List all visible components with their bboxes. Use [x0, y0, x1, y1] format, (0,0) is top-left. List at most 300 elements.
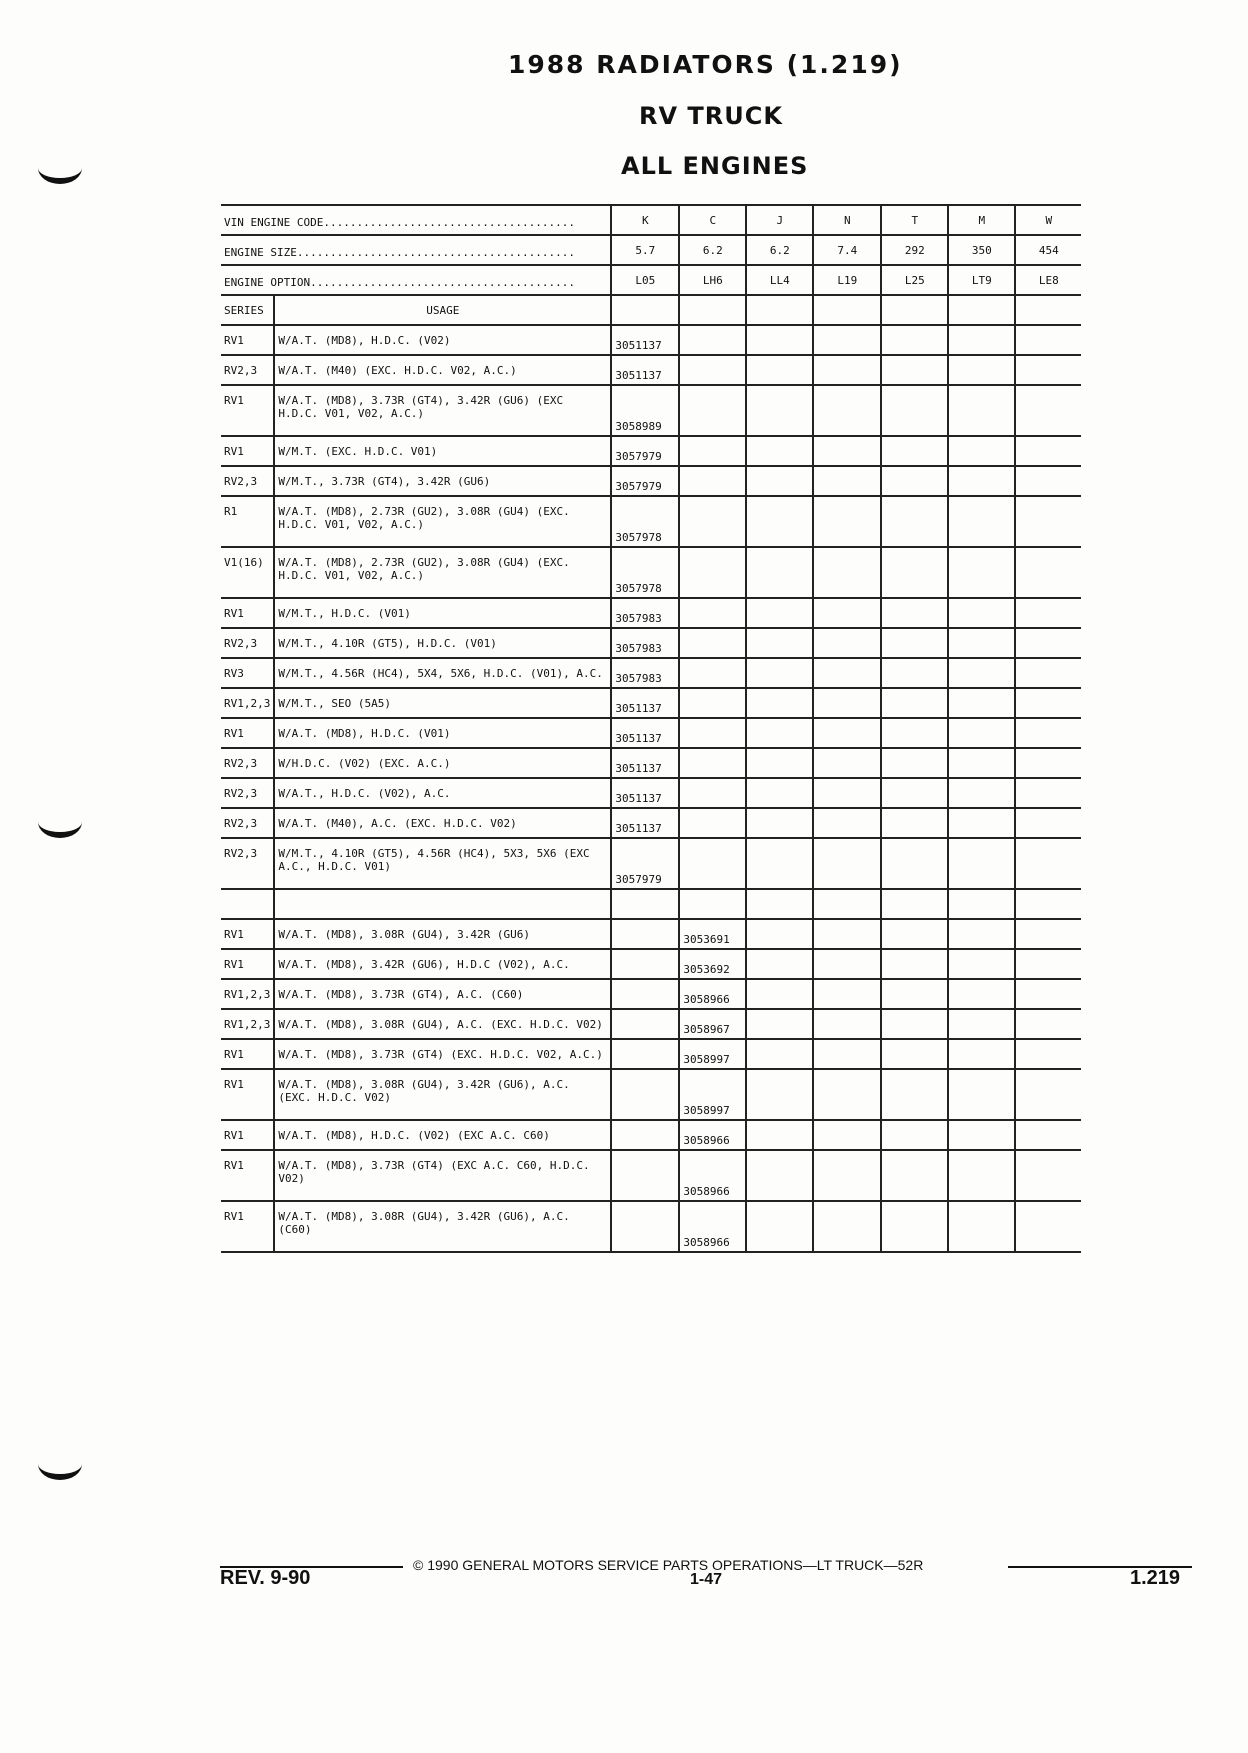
part-number-cell: 3051137 — [611, 778, 679, 808]
empty-cell — [813, 979, 881, 1009]
empty-cell — [948, 1150, 1015, 1201]
usage-cell: W/A.T. (MD8), H.D.C. (V02) (EXC A.C. C60) — [274, 1120, 611, 1150]
empty-cell — [948, 1039, 1015, 1069]
empty-cell — [679, 838, 746, 889]
series-cell: RV1 — [221, 325, 274, 355]
empty-cell — [813, 436, 881, 466]
empty-cell — [611, 295, 679, 325]
usage-cell: W/A.T. (MD8), H.D.C. (V01) — [274, 718, 611, 748]
empty-cell — [948, 1201, 1015, 1252]
empty-cell — [1015, 889, 1081, 919]
usage-cell: W/A.T. (MD8), 3.08R (GU4), 3.42R (GU6) — [274, 919, 611, 949]
empty-cell — [1015, 355, 1081, 385]
empty-cell — [948, 628, 1015, 658]
empty-cell — [746, 1120, 813, 1150]
empty-cell — [948, 325, 1015, 355]
table-row — [221, 979, 1081, 1009]
empty-cell — [1015, 295, 1081, 325]
engine-option-row-value: LE8 — [1015, 265, 1081, 295]
engine-option-row-value: LL4 — [746, 265, 813, 295]
usage-cell: W/M.T., H.D.C. (V01) — [274, 598, 611, 628]
empty-cell — [881, 979, 948, 1009]
empty-cell — [881, 688, 948, 718]
series-cell: RV2,3 — [221, 628, 274, 658]
series-cell: V1(16) — [221, 547, 274, 598]
vin-engine-code-row-value: K — [611, 205, 679, 235]
empty-cell — [948, 688, 1015, 718]
table-row — [221, 808, 1081, 838]
empty-cell — [813, 1039, 881, 1069]
empty-cell — [813, 598, 881, 628]
usage-cell: W/A.T. (MD8), 3.42R (GU6), H.D.C (V02), A.C. — [274, 949, 611, 979]
usage-cell: W/A.T. (MD8), 3.73R (GT4), A.C. (C60) — [274, 979, 611, 1009]
table-row — [221, 658, 1081, 688]
series-cell: RV1 — [221, 919, 274, 949]
empty-cell — [813, 658, 881, 688]
empty-cell — [679, 688, 746, 718]
empty-cell — [948, 496, 1015, 547]
empty-cell — [1015, 979, 1081, 1009]
vin-engine-code-row-value: C — [679, 205, 746, 235]
empty-cell — [1015, 598, 1081, 628]
empty-cell — [746, 979, 813, 1009]
empty-cell — [948, 547, 1015, 598]
empty-cell — [746, 748, 813, 778]
column-header-row — [221, 295, 1081, 325]
series-cell: RV1 — [221, 949, 274, 979]
empty-cell — [1015, 385, 1081, 436]
table-row — [221, 436, 1081, 466]
page-engines-heading: ALL ENGINES — [621, 152, 809, 180]
empty-cell — [746, 1039, 813, 1069]
table-row — [221, 949, 1081, 979]
empty-cell — [746, 889, 813, 919]
empty-cell — [881, 1120, 948, 1150]
empty-cell — [746, 436, 813, 466]
usage-cell: W/M.T., SEO (5A5) — [274, 688, 611, 718]
part-number-cell: 3058997 — [679, 1039, 746, 1069]
series-header: SERIES — [221, 295, 274, 325]
engine-size-row-value: 5.7 — [611, 235, 679, 265]
empty-cell — [746, 919, 813, 949]
table-row — [221, 748, 1081, 778]
empty-cell — [1015, 808, 1081, 838]
empty-cell — [813, 496, 881, 547]
usage-cell: W/A.T. (MD8), 2.73R (GU2), 3.08R (GU4) (EXC. H.D.C. V01, V02, A.C.) — [274, 547, 611, 598]
empty-cell — [881, 889, 948, 919]
empty-cell — [679, 889, 746, 919]
empty-cell — [1015, 658, 1081, 688]
empty-cell — [1015, 1039, 1081, 1069]
empty-cell — [1015, 325, 1081, 355]
usage-cell: W/M.T. (EXC. H.D.C. V01) — [274, 436, 611, 466]
usage-cell: W/A.T. (MD8), 3.08R (GU4), 3.42R (GU6), A.C. (C60) — [274, 1201, 611, 1252]
empty-cell — [881, 1039, 948, 1069]
series-cell: RV1 — [221, 598, 274, 628]
empty-cell — [881, 496, 948, 547]
empty-cell — [679, 628, 746, 658]
engine-size-row-value: 6.2 — [679, 235, 746, 265]
usage-cell: W/M.T., 4.10R (GT5), H.D.C. (V01) — [274, 628, 611, 658]
empty-cell — [1015, 748, 1081, 778]
empty-cell — [948, 1009, 1015, 1039]
empty-cell — [948, 778, 1015, 808]
empty-cell — [679, 325, 746, 355]
series-cell: RV1 — [221, 436, 274, 466]
series-cell: RV1 — [221, 718, 274, 748]
part-number-cell: 3051137 — [611, 325, 679, 355]
empty-cell — [1015, 688, 1081, 718]
series-cell — [221, 889, 274, 919]
part-number-cell: 3057979 — [611, 436, 679, 466]
empty-cell — [746, 838, 813, 889]
empty-cell — [813, 466, 881, 496]
table-row — [221, 385, 1081, 436]
series-cell: RV1 — [221, 1120, 274, 1150]
empty-cell — [679, 718, 746, 748]
empty-cell — [881, 1150, 948, 1201]
footer-copyright: © 1990 GENERAL MOTORS SERVICE PARTS OPERATIONS—LT TRUCK—52R — [413, 1557, 924, 1573]
empty-cell — [813, 808, 881, 838]
empty-cell — [611, 1009, 679, 1039]
empty-cell — [679, 778, 746, 808]
empty-cell — [813, 355, 881, 385]
series-cell: RV1 — [221, 1201, 274, 1252]
part-number-cell: 3051137 — [611, 718, 679, 748]
empty-cell — [948, 838, 1015, 889]
empty-cell — [679, 658, 746, 688]
usage-cell: W/A.T. (MD8), 3.08R (GU4), A.C. (EXC. H.D.C. V02) — [274, 1009, 611, 1039]
table-row — [221, 1150, 1081, 1201]
empty-cell — [881, 949, 948, 979]
empty-cell — [746, 658, 813, 688]
table-row — [221, 598, 1081, 628]
binder-hole-mark — [38, 152, 82, 184]
usage-cell: W/A.T. (MD8), 3.73R (GT4) (EXC. H.D.C. V02, A.C.) — [274, 1039, 611, 1069]
empty-cell — [948, 949, 1015, 979]
series-cell: RV2,3 — [221, 466, 274, 496]
part-number-cell: 3058966 — [679, 1120, 746, 1150]
series-cell: RV2,3 — [221, 838, 274, 889]
page-subtitle: RV TRUCK — [639, 102, 783, 130]
empty-cell — [1015, 949, 1081, 979]
empty-cell — [948, 385, 1015, 436]
series-cell: RV1,2,3 — [221, 688, 274, 718]
series-cell: RV2,3 — [221, 748, 274, 778]
empty-cell — [611, 1039, 679, 1069]
part-number-cell: 3053692 — [679, 949, 746, 979]
usage-cell: W/A.T. (MD8), H.D.C. (V02) — [274, 325, 611, 355]
empty-cell — [881, 325, 948, 355]
section-number: 1.219 — [1130, 1567, 1181, 1589]
empty-cell — [881, 355, 948, 385]
series-cell: RV1 — [221, 1069, 274, 1120]
usage-header: USAGE — [274, 295, 611, 325]
empty-cell — [948, 979, 1015, 1009]
empty-cell — [746, 688, 813, 718]
vin-engine-code-row-label: VIN ENGINE CODE...................................... — [221, 205, 611, 235]
series-cell: RV1 — [221, 1039, 274, 1069]
empty-cell — [948, 658, 1015, 688]
vin-engine-code-row-value: W — [1015, 205, 1081, 235]
empty-cell — [611, 1150, 679, 1201]
empty-cell — [746, 718, 813, 748]
empty-cell — [1015, 1009, 1081, 1039]
usage-cell — [274, 889, 611, 919]
empty-cell — [948, 919, 1015, 949]
vin-engine-code-row-value: M — [948, 205, 1015, 235]
empty-cell — [948, 1069, 1015, 1120]
empty-cell — [813, 547, 881, 598]
empty-cell — [1015, 496, 1081, 547]
usage-cell: W/A.T. (MD8), 3.08R (GU4), 3.42R (GU6), A.C. (EXC. H.D.C. V02) — [274, 1069, 611, 1120]
engine-option-row-value: LT9 — [948, 265, 1015, 295]
engine-option-row — [221, 265, 1081, 295]
part-number-cell: 3058966 — [679, 1150, 746, 1201]
empty-cell — [881, 748, 948, 778]
empty-cell — [881, 658, 948, 688]
engine-size-row-value: 350 — [948, 235, 1015, 265]
empty-cell — [881, 628, 948, 658]
series-cell: RV1,2,3 — [221, 1009, 274, 1039]
part-number-cell: 3057978 — [611, 496, 679, 547]
table-row — [221, 1201, 1081, 1252]
empty-cell — [679, 466, 746, 496]
empty-cell — [948, 295, 1015, 325]
empty-cell — [611, 1069, 679, 1120]
empty-cell — [679, 295, 746, 325]
empty-cell — [813, 325, 881, 355]
table-row — [221, 496, 1081, 547]
part-number-cell: 3057983 — [611, 598, 679, 628]
empty-cell — [948, 718, 1015, 748]
vin-engine-code-row-value: T — [881, 205, 948, 235]
part-number-cell: 3057979 — [611, 466, 679, 496]
binder-hole-mark — [38, 1448, 82, 1480]
empty-cell — [813, 949, 881, 979]
empty-cell — [881, 778, 948, 808]
empty-cell — [881, 436, 948, 466]
empty-cell — [1015, 1120, 1081, 1150]
empty-cell — [1015, 919, 1081, 949]
part-number-cell: 3051137 — [611, 748, 679, 778]
empty-cell — [679, 496, 746, 547]
usage-cell: W/A.T. (MD8), 3.73R (GT4) (EXC A.C. C60, H.D.C. V02) — [274, 1150, 611, 1201]
series-cell: RV2,3 — [221, 778, 274, 808]
empty-cell — [813, 628, 881, 658]
usage-cell: W/H.D.C. (V02) (EXC. A.C.) — [274, 748, 611, 778]
series-cell: RV3 — [221, 658, 274, 688]
table-row — [221, 628, 1081, 658]
empty-cell — [1015, 718, 1081, 748]
table-row — [221, 355, 1081, 385]
empty-cell — [881, 466, 948, 496]
empty-cell — [948, 466, 1015, 496]
part-number-cell: 3053691 — [679, 919, 746, 949]
empty-cell — [611, 889, 679, 919]
revision-label: REV. 9-90 — [220, 1567, 311, 1589]
empty-cell — [1015, 778, 1081, 808]
empty-cell — [948, 598, 1015, 628]
series-cell: RV1,2,3 — [221, 979, 274, 1009]
part-number-cell: 3051137 — [611, 355, 679, 385]
usage-cell: W/A.T. (MD8), 2.73R (GU2), 3.08R (GU4) (EXC. H.D.C. V01, V02, A.C.) — [274, 496, 611, 547]
series-cell: RV2,3 — [221, 808, 274, 838]
empty-cell — [746, 1201, 813, 1252]
series-cell: RV1 — [221, 385, 274, 436]
empty-cell — [746, 628, 813, 658]
empty-cell — [679, 385, 746, 436]
table-row — [221, 1069, 1081, 1120]
engine-size-row-label: ENGINE SIZE.......................................... — [221, 235, 611, 265]
empty-cell — [1015, 436, 1081, 466]
empty-cell — [746, 466, 813, 496]
part-number-cell: 3057983 — [611, 628, 679, 658]
table-row — [221, 778, 1081, 808]
empty-cell — [746, 1069, 813, 1120]
empty-cell — [746, 385, 813, 436]
usage-cell: W/A.T. (MD8), 3.73R (GT4), 3.42R (GU6) (EXC H.D.C. V01, V02, A.C.) — [274, 385, 611, 436]
empty-cell — [813, 838, 881, 889]
engine-size-row-value: 454 — [1015, 235, 1081, 265]
empty-cell — [746, 1150, 813, 1201]
empty-cell — [813, 778, 881, 808]
empty-cell — [948, 355, 1015, 385]
engine-size-row-value: 6.2 — [746, 235, 813, 265]
empty-cell — [1015, 838, 1081, 889]
empty-cell — [746, 598, 813, 628]
engine-size-row-value: 7.4 — [813, 235, 881, 265]
usage-cell: W/M.T., 3.73R (GT4), 3.42R (GU6) — [274, 466, 611, 496]
empty-cell — [813, 748, 881, 778]
vin-engine-code-row-value: N — [813, 205, 881, 235]
empty-cell — [746, 808, 813, 838]
empty-cell — [611, 1120, 679, 1150]
empty-cell — [679, 598, 746, 628]
empty-cell — [881, 919, 948, 949]
series-cell: R1 — [221, 496, 274, 547]
part-number-cell: 3057983 — [611, 658, 679, 688]
table-row — [221, 919, 1081, 949]
table-row — [221, 1009, 1081, 1039]
part-number-cell: 3058997 — [679, 1069, 746, 1120]
part-number-cell: 3058966 — [679, 979, 746, 1009]
empty-cell — [813, 1201, 881, 1252]
empty-cell — [679, 436, 746, 466]
empty-cell — [679, 547, 746, 598]
empty-cell — [1015, 1069, 1081, 1120]
empty-cell — [679, 808, 746, 838]
engine-size-row-value: 292 — [881, 235, 948, 265]
empty-cell — [746, 325, 813, 355]
usage-cell: W/M.T., 4.10R (GT5), 4.56R (HC4), 5X3, 5X6 (EXC A.C., H.D.C. V01) — [274, 838, 611, 889]
usage-cell: W/A.T. (M40), A.C. (EXC. H.D.C. V02) — [274, 808, 611, 838]
series-cell: RV2,3 — [221, 355, 274, 385]
engine-option-row-value: L25 — [881, 265, 948, 295]
table-row — [221, 1039, 1081, 1069]
empty-cell — [948, 1120, 1015, 1150]
empty-cell — [948, 889, 1015, 919]
empty-cell — [746, 547, 813, 598]
empty-cell — [881, 718, 948, 748]
binder-hole-mark — [38, 806, 82, 838]
empty-cell — [881, 1009, 948, 1039]
table-row — [221, 466, 1081, 496]
part-number-cell: 3051137 — [611, 808, 679, 838]
part-number-cell: 3058989 — [611, 385, 679, 436]
usage-cell: W/A.T. (M40) (EXC. H.D.C. V02, A.C.) — [274, 355, 611, 385]
empty-cell — [813, 385, 881, 436]
empty-cell — [813, 1150, 881, 1201]
empty-cell — [813, 718, 881, 748]
empty-cell — [746, 949, 813, 979]
empty-cell — [948, 436, 1015, 466]
vin-engine-code-row-value: J — [746, 205, 813, 235]
part-number-cell: 3058966 — [679, 1201, 746, 1252]
engine-option-row-value: L05 — [611, 265, 679, 295]
empty-cell — [1015, 628, 1081, 658]
empty-cell — [881, 838, 948, 889]
empty-cell — [881, 385, 948, 436]
empty-cell — [746, 496, 813, 547]
part-number-cell: 3058967 — [679, 1009, 746, 1039]
empty-cell — [948, 748, 1015, 778]
page-title: 1988 RADIATORS (1.219) — [508, 50, 903, 79]
empty-cell — [1015, 466, 1081, 496]
page-number: 1-47 — [690, 1571, 723, 1588]
empty-cell — [746, 295, 813, 325]
empty-cell — [881, 1069, 948, 1120]
engine-option-row-value: L19 — [813, 265, 881, 295]
empty-cell — [813, 919, 881, 949]
empty-cell — [813, 889, 881, 919]
empty-cell — [746, 778, 813, 808]
empty-cell — [1015, 1150, 1081, 1201]
empty-cell — [813, 295, 881, 325]
empty-cell — [611, 919, 679, 949]
radiator-parts-table — [221, 204, 1081, 1253]
empty-cell — [881, 598, 948, 628]
table-row — [221, 838, 1081, 889]
empty-cell — [813, 1069, 881, 1120]
series-cell: RV1 — [221, 1150, 274, 1201]
empty-cell — [813, 1009, 881, 1039]
engine-option-row-label: ENGINE OPTION........................................ — [221, 265, 611, 295]
table-row — [221, 1120, 1081, 1150]
empty-cell — [611, 1201, 679, 1252]
table-row — [221, 718, 1081, 748]
part-number-cell: 3057978 — [611, 547, 679, 598]
empty-cell — [813, 688, 881, 718]
part-number-cell: 3051137 — [611, 688, 679, 718]
table-row — [221, 688, 1081, 718]
part-number-cell: 3057979 — [611, 838, 679, 889]
usage-cell: W/M.T., 4.56R (HC4), 5X4, 5X6, H.D.C. (V01), A.C. — [274, 658, 611, 688]
empty-cell — [1015, 547, 1081, 598]
usage-cell: W/A.T., H.D.C. (V02), A.C. — [274, 778, 611, 808]
empty-cell — [746, 1009, 813, 1039]
empty-cell — [948, 808, 1015, 838]
empty-cell — [881, 808, 948, 838]
empty-cell — [813, 1120, 881, 1150]
table-row — [221, 889, 1081, 919]
vin-engine-code-row — [221, 205, 1081, 235]
table-row — [221, 547, 1081, 598]
empty-cell — [611, 949, 679, 979]
engine-option-row-value: LH6 — [679, 265, 746, 295]
empty-cell — [881, 547, 948, 598]
empty-cell — [1015, 1201, 1081, 1252]
